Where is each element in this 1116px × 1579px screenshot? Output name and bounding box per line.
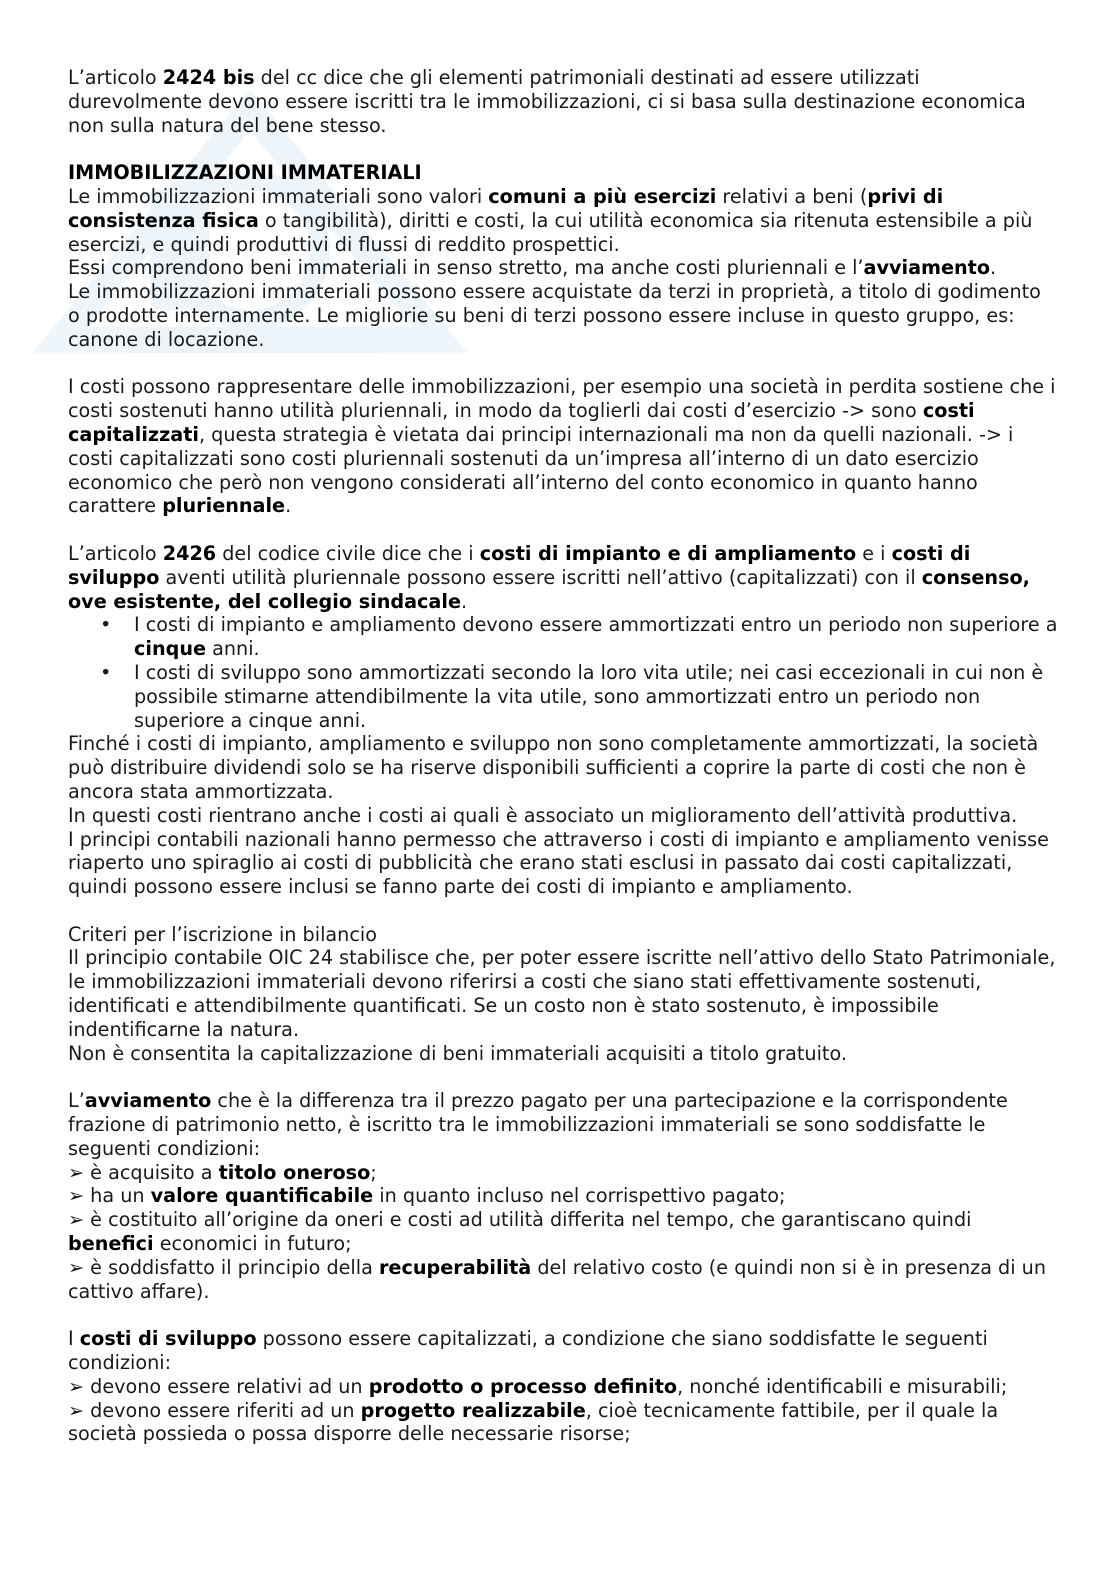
arrow-bullet-icon: ➢: [68, 1160, 85, 1184]
arrow-bullet-icon: ➢: [68, 1374, 85, 1398]
text: L’articolo: [68, 541, 163, 565]
paragraph-article-2426: [68, 542, 1058, 613]
text: devono essere relativi ad un: [84, 1374, 369, 1398]
bold-text: comuni a più esercizi: [488, 184, 717, 208]
text: .: [285, 494, 292, 518]
list-item: [68, 1256, 1058, 1304]
text: e i: [856, 541, 892, 565]
paragraph-goodwill: [68, 1089, 1058, 1160]
bold-text: titolo oneroso: [218, 1160, 371, 1184]
heading-text: IMMOBILIZZAZIONI IMMATERIALI: [68, 161, 422, 185]
paragraph-development-costs: [68, 1327, 1058, 1375]
text: Le immobilizzazioni immateriali sono valori: [68, 184, 489, 208]
bullet-list: [68, 613, 1058, 732]
bold-text: avviamento: [863, 256, 991, 280]
list-item: [68, 1375, 1058, 1399]
list-item: [68, 1399, 1058, 1447]
paragraph-capitalized-costs: [68, 375, 1058, 518]
text: devono essere riferiti ad un: [84, 1398, 361, 1422]
bold-text: recuperabilità: [378, 1255, 532, 1279]
bold-text: costi di impianto e di ampliamento: [479, 541, 857, 565]
list-item: [68, 1208, 1058, 1256]
bold-text: prodotto o processo definito: [368, 1374, 678, 1398]
text: o tangibilità), diritti e costi, la cui utilità economica sia ritenuta estensibile a più esercizi, e quindi produttivi di flussi di reddito prospettici.: [68, 208, 1033, 256]
text: del codice civile dice che i: [216, 541, 480, 565]
paragraph-oic24: Il principio contabile OIC 24 stabilisce che, per poter essere iscritte nell’attivo dello Stato Patrimoniale, le immobilizzazioni immateriali devono riferirsi a costi che siano stati effettivamente sostenuti, identificati e attendibilmente quantificati. Se un costo non è stato sostenuto, è impossibile indentificarne la natura.: [68, 946, 1056, 1041]
text: .: [990, 256, 997, 280]
subheading-criteria: Criteri per l’iscrizione in bilancio: [68, 922, 377, 946]
paragraph-dividends: Finché i costi di impianto, ampliamento e sviluppo non sono completamente ammortizzati, la società può distribuire dividendi solo se ha riserve disponibili sufficienti a coprire la parte di costi che non è ancora stata ammortizzata.: [68, 732, 1039, 803]
bold-text: 2424 bis: [162, 66, 255, 89]
text: anni.: [206, 637, 260, 661]
text: relativi a beni (: [716, 184, 868, 208]
text: .: [460, 589, 468, 613]
text: è acquisito a: [84, 1160, 219, 1184]
text: , nonché identificabili e misurabili;: [677, 1374, 1008, 1398]
list-item: [68, 1161, 1058, 1185]
paragraph-free-title: Non è consentita la capitalizzazione di beni immateriali acquisiti a titolo gratuito.: [68, 1041, 847, 1065]
text: ha un: [84, 1184, 151, 1208]
paragraph-improvement: In questi costi rientrano anche i costi ai quali è associato un miglioramento dell’attività produttiva.: [68, 803, 1018, 827]
text: ;: [370, 1160, 377, 1184]
arrow-bullet-icon: ➢: [68, 1208, 85, 1232]
bold-text: privi di consistenza fisica: [68, 184, 944, 232]
text: è costituito all’origine da oneri e costi ad utilità differita nel tempo, che garantiscano quindi: [84, 1208, 972, 1232]
list-item: [68, 1184, 1058, 1208]
list-item: • I costi di sviluppo sono ammortizzati secondo la loro vita utile; nei casi eccezionali in cui non è possibile stimarne attendibilmente la vita utile, sono ammortizzati entro un periodo non superiore a cinque anni.: [134, 661, 1058, 732]
text: economici in futuro;: [153, 1232, 352, 1256]
section-heading: [68, 161, 1058, 185]
text: I costi possono rappresentare delle immobilizzazioni, per esempio una società in perdita sostiene che i costi sostenuti hanno utilità pluriennali, in modo da toglierli dai costi d’esercizio -> sono: [68, 375, 1056, 423]
paragraph-contents: [68, 256, 1058, 280]
bold-text: costi di sviluppo: [68, 541, 971, 589]
text: possono essere capitalizzati, a condizione che siano soddisfatte le seguenti condizioni:: [68, 1327, 988, 1375]
arrow-bullet-icon: ➢: [68, 1398, 85, 1422]
text: del cc dice che gli elementi patrimoniali destinati ad essere utilizzati durevolmente devono essere iscritti tra le immobilizzazioni, ci si basa sulla destinazione economica non sulla natura del bene stesso.: [68, 66, 1026, 137]
text: aventi utilità pluriennale possono essere iscritti nell’attivo (capitalizzati) con il: [159, 565, 922, 589]
text: del relativo costo (e quindi non si è in presenza di un cattivo affare).: [68, 1255, 1046, 1303]
text: L’: [68, 1089, 85, 1113]
bold-text: benefici: [68, 1232, 154, 1256]
text: , questa strategia è vietata dai principi internazionali ma non da quelli nazionali. -> i costi capitalizzati sono costi pluriennali sostenuti da un’impresa all’interno di un dato esercizio economico che però non vengono considerati all’interno del conto economico in quanto hanno carattere: [68, 422, 1014, 518]
bold-text: costi di sviluppo: [79, 1327, 257, 1351]
text: in quanto incluso nel corrispettivo pagato;: [373, 1184, 786, 1208]
bold-text: avviamento: [84, 1089, 212, 1113]
bold-text: cinque: [134, 637, 207, 661]
text: L’articolo: [68, 66, 163, 89]
bold-text: costi capitalizzati: [68, 399, 975, 446]
bold-text: 2426: [162, 541, 217, 565]
paragraph-article-2424: [68, 66, 1058, 137]
bold-text: progetto realizzabile: [360, 1398, 586, 1422]
bold-text: pluriennale: [162, 494, 286, 518]
arrow-bullet-icon: ➢: [68, 1255, 85, 1279]
bold-text: valore quantificabile: [150, 1184, 374, 1208]
bold-text: consenso, ove esistente, del collegio sindacale: [68, 565, 1030, 613]
document-page: [68, 66, 1058, 1446]
arrow-bullet-icon: ➢: [68, 1184, 85, 1208]
paragraph-acquisition: Le immobilizzazioni immateriali possono essere acquistate da terzi in proprietà, a titolo di godimento o prodotte internamente. Le migliorie su beni di terzi possono essere incluse in questo gruppo, es: canone di locazione.: [68, 280, 1041, 351]
text: , cioè tecnicamente fattibile, per il quale la società possieda o possa disporre delle necessarie risorse;: [68, 1398, 999, 1446]
text: Essi comprendono beni immateriali in senso stretto, ma anche costi pluriennali e l’: [68, 256, 864, 280]
text: è soddisfatto il principio della: [84, 1255, 379, 1279]
text: I: [68, 1327, 80, 1351]
text: che è la differenza tra il prezzo pagato per una partecipazione e la corrispondente frazione di patrimonio netto, è iscritto tra le immobilizzazioni immateriali se sono soddisfatte le seguenti condizioni:: [68, 1089, 1008, 1160]
list-item: [134, 613, 1058, 661]
paragraph-advertising: I principi contabili nazionali hanno permesso che attraverso i costi di impianto e ampliamento venisse riaperto uno spiraglio ai costi di pubblicità che erano stati esclusi in passato dai costi capitalizzati, quindi possono essere inclusi se fanno parte dei costi di impianto e ampliamento.: [68, 827, 1049, 899]
text: I costi di impianto e ampliamento devono essere ammortizzati entro un periodo non superiore a: [134, 613, 1058, 637]
paragraph-definition: [68, 185, 1058, 256]
